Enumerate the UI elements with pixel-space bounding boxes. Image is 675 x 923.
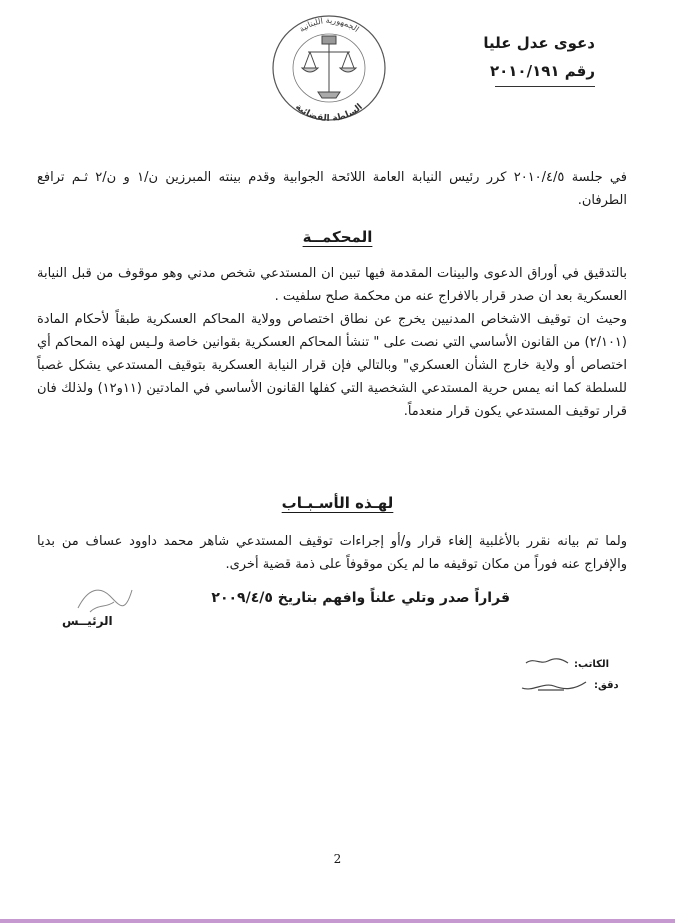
page-bottom-bar xyxy=(0,919,675,923)
clerk-label: الكاتب: xyxy=(574,659,610,670)
session-paragraph: في جلسة ٢٠١٠/٤/٥ كرر رئيس النيابة العامة اللائحة الجوابية وقدم بينته المبرزين ن/١ و ن/٢ ثـم ترافع الطرفان. xyxy=(37,170,627,208)
court-heading xyxy=(0,228,675,246)
seal-bottom-text: السلطة القضائية xyxy=(293,102,365,124)
clerk-signature-scribble xyxy=(522,653,572,669)
svg-text:السلطة القضائية xyxy=(293,102,365,124)
judicial-authority-seal xyxy=(270,12,388,124)
case-type: دعوى عدل عليا xyxy=(483,34,595,52)
reasoning-paragraph-1: بالتدقيق في أوراق الدعوى والبينات المقدمة فيها تبين ان المستدعي شخص مدني وهو موقوف من قبل النيابة العسكرية بعد ان صدر قرار بالافراج عنه من محكمة صلح سلفيت . xyxy=(37,266,627,304)
verdict-line: قراراً صدر وتلي علناً وافهم بتاريخ ٢٠٠٩/٤/٥ xyxy=(211,590,510,606)
president-label: الرئيــس xyxy=(62,614,113,628)
page-number: 2 xyxy=(333,852,342,866)
case-number-underline xyxy=(495,86,595,87)
ruling-paragraph: ولما تم بيانه نقرر بالأغلبية إلغاء قرار و/أو إجراءات توقيف المستدعي شاهر محمد داوود عساف من بديا والإفراج عنه فوراً من مكان توقيفه ما لم يكن موقوفاً على ذمة قضية أخرى. xyxy=(37,534,627,572)
checker-label: دقق: xyxy=(594,680,619,691)
court-heading-text: المحكمــة xyxy=(302,228,373,246)
checker-signature-scribble xyxy=(518,676,590,694)
svg-text:الجمهورية اللبنانية xyxy=(298,16,361,34)
scales-of-justice-icon xyxy=(302,36,356,98)
reasons-heading xyxy=(0,494,675,512)
seal-top-text: الجمهورية اللبنانية xyxy=(297,15,361,34)
reasons-heading-text: لهـذه الأسـبـاب xyxy=(281,494,394,512)
reasoning-section xyxy=(37,262,627,423)
reasoning-paragraph-2: وحيث ان توقيف الاشخاص المدنيين يخرج عن نطاق اختصاص وولاية المحاكم العسكرية طبقاً لأحكام المادة (٢/١٠١) من القانون الأساسي التي نصت على " تنشأ المحاكم العسكرية بقوانين خاصة ولـيس لهذه المحاكم أي اختصاص أو ولاية خارج الشأن العسكري" وبالتالي فإن قرار النيابة العسكرية بتوقيف المستدعي يشكل غصباً للسلطة كما انه يمس حرية المستدعي الشخصية التي كفلها القانون الأساسي في المادتين (١١و١٢) ولذلك فان قرار توقيف المستدعي يكون قرار منعدماً. xyxy=(37,312,627,419)
case-number: رقم ٢٠١٠/١٩١ xyxy=(489,62,595,80)
